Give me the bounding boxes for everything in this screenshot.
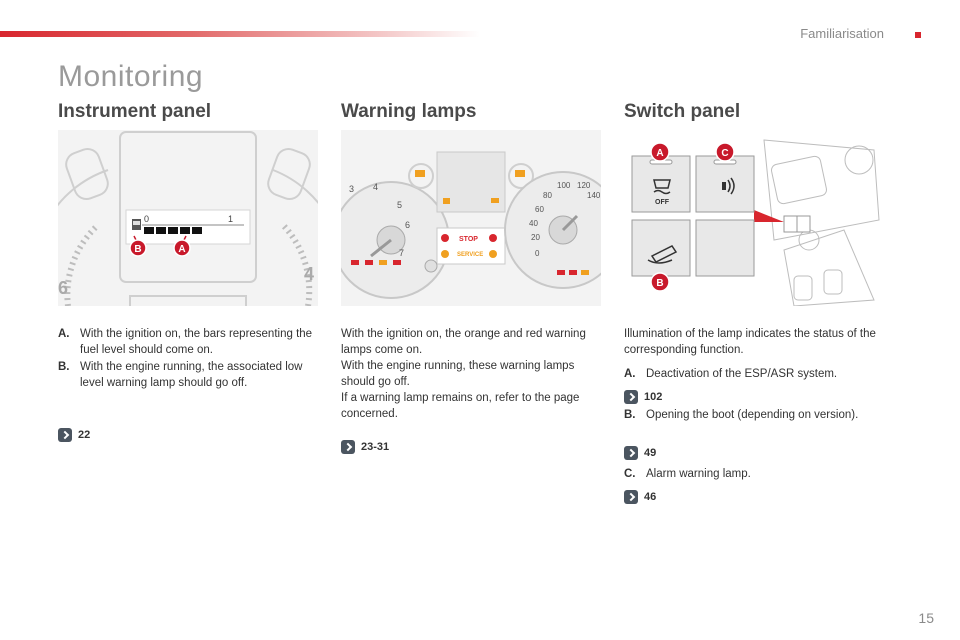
list-item: B. Opening the boot (depending on version). [624, 409, 859, 421]
svg-text:STOP: STOP [459, 236, 478, 243]
header-accent-bar [0, 31, 480, 37]
list-item: B. With the engine running, the associated low level warning lamp should go off. [58, 361, 303, 389]
gauge-mark-6: 6 [58, 278, 69, 298]
paragraph: If a warning lamp remains on, refer to the page concerned. [341, 392, 580, 420]
stop-warning-icon [457, 232, 483, 244]
speed-mark-20: 20 [531, 233, 540, 242]
page-reference-46[interactable]: 46 [624, 489, 656, 505]
svg-text:A: A [656, 148, 664, 159]
warning-lamps-text [341, 326, 599, 422]
page-number: 15 [918, 610, 934, 626]
paragraph: With the ignition on, the orange and red warning lamps come on. [341, 328, 586, 356]
section-marker [915, 32, 921, 38]
svg-text:OFF: OFF [655, 199, 669, 206]
page-reference-22[interactable]: 22 [58, 427, 90, 443]
instrument-panel-illustration [58, 130, 318, 306]
speed-mark-100: 100 [557, 181, 571, 190]
instrument-panel-text [58, 326, 320, 392]
section-title: Familiarisation [800, 26, 884, 41]
service-warning-icon [457, 252, 483, 258]
switch-panel-intro: Illumination of the lamp indicates the status of the corresponding function. [624, 328, 876, 356]
rev-mark-5: 5 [397, 200, 403, 210]
paragraph: With the engine running, these warning lamps should go off. [341, 360, 575, 388]
speed-mark-60: 60 [535, 205, 544, 214]
callout-b [651, 273, 669, 291]
page-link-icon [624, 446, 638, 460]
page-link-icon [624, 390, 638, 404]
speed-mark-80: 80 [543, 191, 552, 200]
list-item: A. Deactivation of the ESP/ASR system. [624, 368, 838, 380]
svg-text:B: B [656, 278, 664, 289]
svg-text:C: C [721, 148, 729, 159]
gauge-mark-1: 1 [228, 214, 234, 224]
rev-mark-6: 6 [405, 220, 411, 230]
svg-text:B: B [134, 244, 142, 255]
page-reference-49[interactable]: 49 [624, 445, 656, 461]
callout-b [130, 240, 146, 256]
callout-c [716, 143, 734, 161]
list-item: A. With the ignition on, the bars representing the fuel level should come on. [58, 328, 313, 356]
page-link-icon [58, 428, 72, 442]
switch-panel-illustration [624, 130, 884, 306]
gauge-mark-4: 4 [304, 264, 315, 284]
rev-mark-4: 4 [373, 182, 379, 192]
switch-panel-title: Switch panel [624, 101, 741, 122]
svg-text:A: A [178, 244, 186, 255]
warning-lamps-title: Warning lamps [341, 101, 477, 122]
gauge-mark-0: 0 [144, 214, 150, 224]
speed-mark-120: 120 [577, 181, 591, 190]
page-link-icon [341, 440, 355, 454]
page-reference-102[interactable]: 102 [624, 389, 662, 405]
speed-mark-40: 40 [529, 219, 538, 228]
rev-mark-7: 7 [399, 248, 405, 258]
page-link-icon [624, 490, 638, 504]
rev-mark-3: 3 [349, 184, 355, 194]
fuel-icon [132, 219, 141, 230]
list-item: C. Alarm warning lamp. [624, 468, 751, 480]
svg-text:SERVICE: SERVICE [457, 252, 484, 258]
warning-lamps-illustration [341, 130, 601, 306]
callout-a [651, 143, 669, 161]
callout-a [174, 240, 190, 256]
speed-mark-0: 0 [535, 249, 540, 258]
page-reference-23-31[interactable]: 23-31 [341, 439, 389, 455]
speed-mark-140: 140 [587, 191, 601, 200]
instrument-panel-title: Instrument panel [58, 101, 212, 122]
page-title: Monitoring [58, 60, 204, 93]
